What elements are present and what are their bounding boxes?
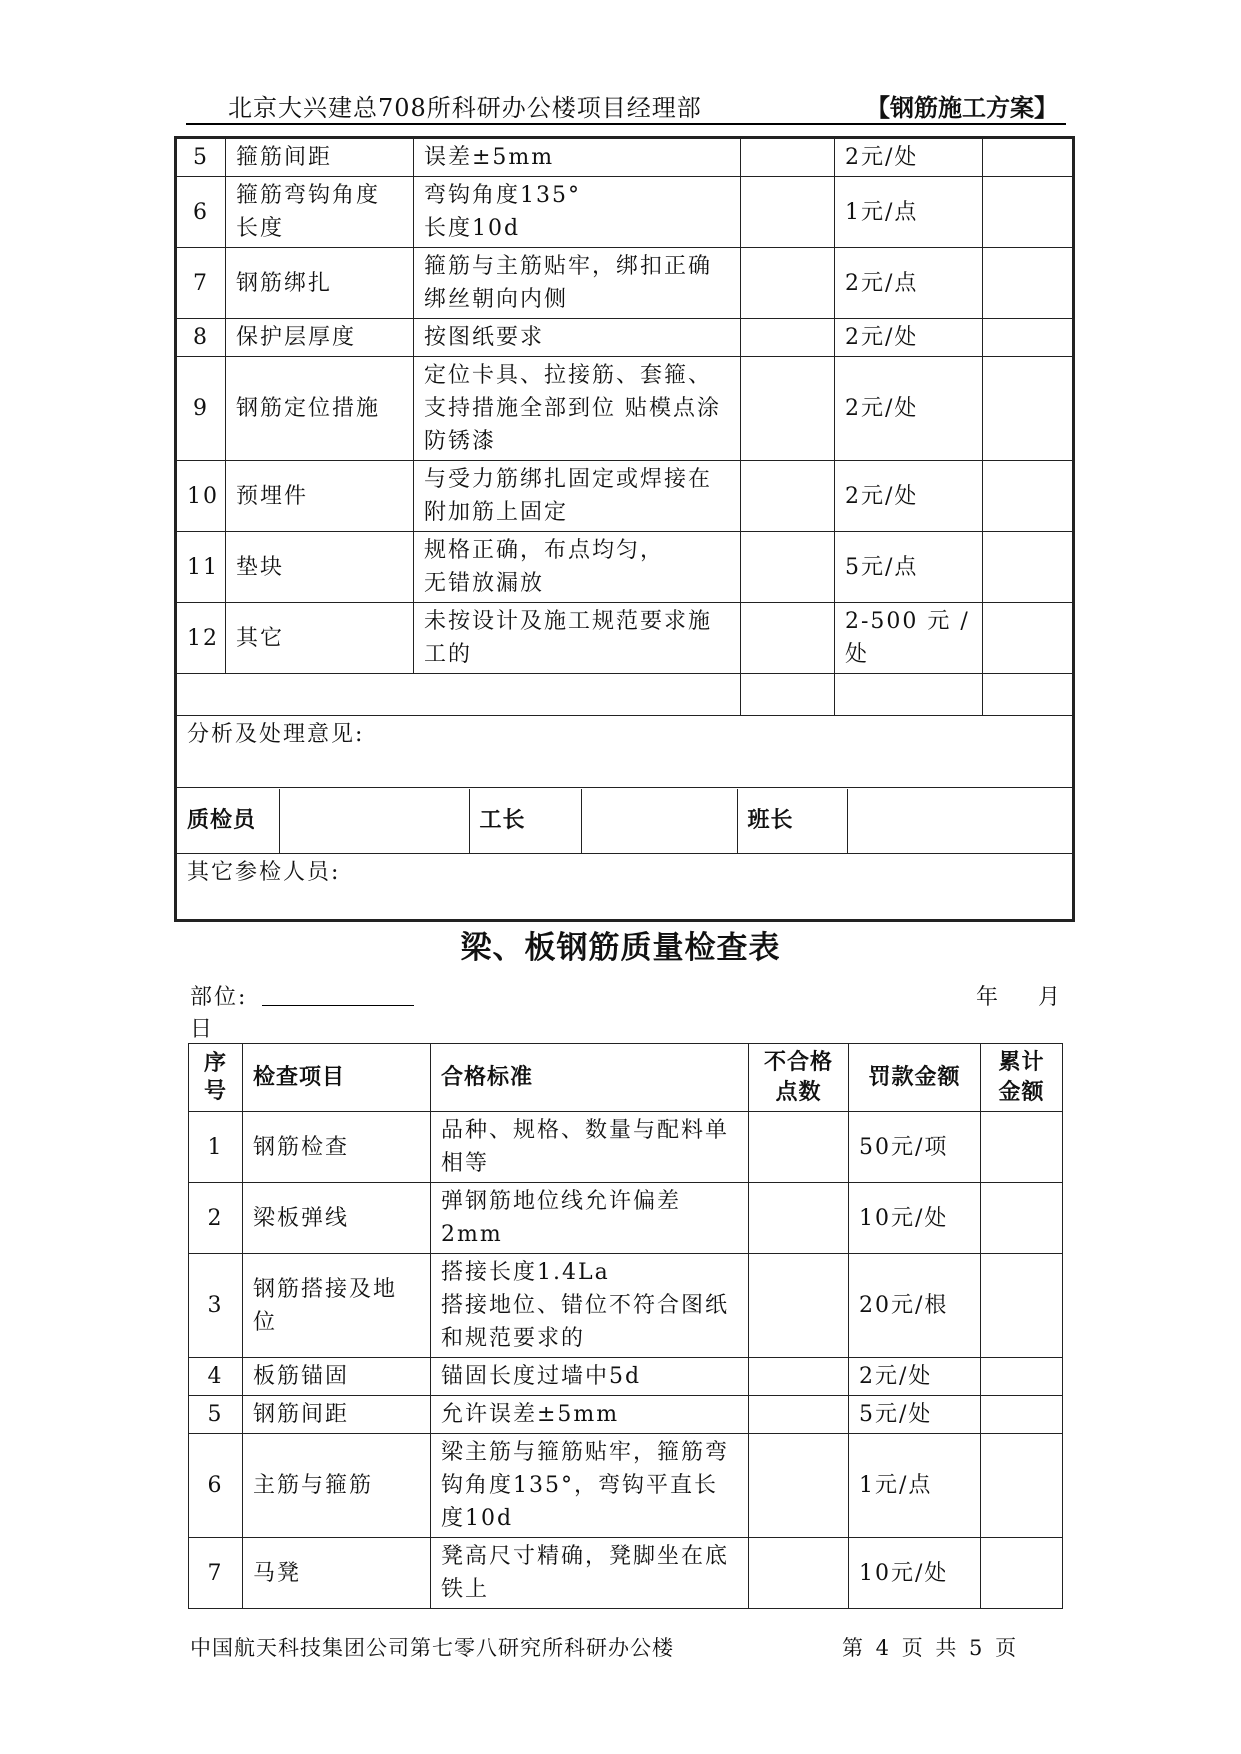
total-amount-cell[interactable] xyxy=(981,1434,1063,1538)
year-label: 年 xyxy=(976,985,999,1010)
pass-standard: 定位卡具、拉接筋、套箍、支持措施全部到位 贴模点涂防锈漆 xyxy=(414,357,741,461)
fine-amount: 50元/项 xyxy=(849,1112,981,1183)
pass-standard: 误差±5mm xyxy=(414,139,741,177)
empty-cell xyxy=(835,674,983,716)
table-row xyxy=(177,139,1073,177)
footer-page-number: 第 4 页 共 5 页 xyxy=(842,1636,1017,1660)
pass-standard: 锚固长度过墙中5d xyxy=(431,1358,749,1396)
check-item: 预埋件 xyxy=(226,461,414,532)
check-item: 垫块 xyxy=(226,532,414,603)
month-label: 月 xyxy=(1038,985,1061,1010)
team-leader-label: 班长 xyxy=(737,789,847,853)
fail-count-cell[interactable] xyxy=(741,461,835,532)
fail-count-cell[interactable] xyxy=(749,1434,849,1538)
day-label: 日 xyxy=(190,1017,213,1042)
header-document-title: 【钢筋施工方案】 xyxy=(866,93,1058,122)
row-number: 2 xyxy=(189,1183,243,1254)
total-amount-cell[interactable] xyxy=(983,177,1073,248)
table-row xyxy=(177,177,1073,248)
table-row xyxy=(177,319,1073,357)
fail-count-cell[interactable] xyxy=(749,1183,849,1254)
pass-standard: 品种、规格、数量与配料单相等 xyxy=(431,1112,749,1183)
fine-amount: 10元/处 xyxy=(849,1183,981,1254)
fail-count-cell[interactable] xyxy=(741,139,835,177)
check-item: 钢筋搭接及地位 xyxy=(243,1254,431,1358)
row-number: 5 xyxy=(189,1396,243,1434)
table-row xyxy=(177,357,1073,461)
total-amount-cell[interactable] xyxy=(981,1112,1063,1183)
row-number: 10 xyxy=(177,461,226,532)
total-amount-cell[interactable] xyxy=(983,603,1073,674)
table-row xyxy=(189,1112,1063,1183)
header-fail-count: 不合格点数 xyxy=(749,1044,849,1112)
row-number: 6 xyxy=(189,1434,243,1538)
table-row xyxy=(177,603,1073,674)
inspection-table-continued xyxy=(176,138,1073,920)
row-number: 7 xyxy=(177,248,226,319)
total-amount-cell[interactable] xyxy=(983,532,1073,603)
pass-standard: 允许误差±5mm xyxy=(431,1396,749,1434)
check-item: 箍筋间距 xyxy=(226,139,414,177)
others-row xyxy=(177,854,1073,920)
row-number: 11 xyxy=(177,532,226,603)
total-amount-cell[interactable] xyxy=(981,1183,1063,1254)
pass-standard: 规格正确，布点均匀， 无错放漏放 xyxy=(414,532,741,603)
table-row xyxy=(189,1434,1063,1538)
check-item: 钢筋间距 xyxy=(243,1396,431,1434)
fail-count-cell[interactable] xyxy=(749,1396,849,1434)
signature-table xyxy=(177,789,1072,853)
row-number: 7 xyxy=(189,1538,243,1609)
header-no: 序号 xyxy=(189,1044,243,1112)
fail-count-cell[interactable] xyxy=(741,357,835,461)
fail-count-cell[interactable] xyxy=(741,248,835,319)
check-item: 其它 xyxy=(226,603,414,674)
total-amount-cell[interactable] xyxy=(983,357,1073,461)
pass-standard: 未按设计及施工规范要求施工的 xyxy=(414,603,741,674)
fine-amount: 10元/处 xyxy=(849,1538,981,1609)
section-title: 梁、板钢筋质量检查表 xyxy=(460,930,781,966)
fine-amount: 2元/处 xyxy=(849,1358,981,1396)
fail-count-cell[interactable] xyxy=(749,1358,849,1396)
pass-standard: 弯钩角度135° 长度10d xyxy=(414,177,741,248)
check-item: 钢筋绑扎 xyxy=(226,248,414,319)
team-leader-signature-field[interactable] xyxy=(847,789,1072,853)
check-item: 梁板弹线 xyxy=(243,1183,431,1254)
check-item: 板筋锚固 xyxy=(243,1358,431,1396)
fine-amount: 20元/根 xyxy=(849,1254,981,1358)
row-number: 3 xyxy=(189,1254,243,1358)
fail-count-cell[interactable] xyxy=(749,1112,849,1183)
pass-standard: 梁主筋与箍筋贴牢，箍筋弯钩角度135°，弯钩平直长度10d xyxy=(431,1434,749,1538)
foreman-signature-field[interactable] xyxy=(581,789,737,853)
header-fine: 罚款金额 xyxy=(849,1044,981,1112)
signature-row xyxy=(177,788,1073,854)
fine-amount: 1元/点 xyxy=(849,1434,981,1538)
total-amount-cell[interactable] xyxy=(981,1538,1063,1609)
empty-row xyxy=(177,674,1073,716)
table-row xyxy=(177,248,1073,319)
table-row xyxy=(177,461,1073,532)
check-item: 马凳 xyxy=(243,1538,431,1609)
row-number: 5 xyxy=(177,139,226,177)
empty-cell xyxy=(177,674,741,716)
analysis-row xyxy=(177,716,1073,788)
fine-amount: 2元/点 xyxy=(835,248,983,319)
pass-standard: 弹钢筋地位线允许偏差2mm xyxy=(431,1183,749,1254)
inspector-signature-field[interactable] xyxy=(279,789,469,853)
total-amount-cell[interactable] xyxy=(983,248,1073,319)
table-row xyxy=(177,532,1073,603)
check-item: 箍筋弯钩角度长度 xyxy=(226,177,414,248)
pass-standard: 箍筋与主筋贴牢，绑扣正确绑丝朝向内侧 xyxy=(414,248,741,319)
footer-organization: 中国航天科技集团公司第七零八研究所科研办公楼 xyxy=(190,1636,674,1660)
pass-standard: 搭接长度1.4La 搭接地位、错位不符合图纸和规范要求的 xyxy=(431,1254,749,1358)
table-row xyxy=(189,1183,1063,1254)
table-row xyxy=(189,1538,1063,1609)
header-item: 检查项目 xyxy=(243,1044,431,1112)
fail-count-cell[interactable] xyxy=(741,177,835,248)
fail-count-cell[interactable] xyxy=(741,532,835,603)
total-amount-cell[interactable] xyxy=(983,139,1073,177)
pass-standard: 按图纸要求 xyxy=(414,319,741,357)
row-number: 8 xyxy=(177,319,226,357)
total-amount-cell[interactable] xyxy=(983,319,1073,357)
row-number: 9 xyxy=(177,357,226,461)
row-number: 1 xyxy=(189,1112,243,1183)
analysis-label: 分析及处理意见: xyxy=(177,716,1073,788)
fine-amount: 2-500 元 /处 xyxy=(835,603,983,674)
header-project-name: 北京大兴建总708所科研办公楼项目经理部 xyxy=(228,94,702,122)
total-amount-cell[interactable] xyxy=(981,1396,1063,1434)
fine-amount: 1元/点 xyxy=(835,177,983,248)
inspection-table-body xyxy=(177,139,1073,674)
fail-count-cell[interactable] xyxy=(741,319,835,357)
foreman-label: 工长 xyxy=(469,789,581,853)
check-item: 主筋与箍筋 xyxy=(243,1434,431,1538)
empty-cell xyxy=(741,674,835,716)
row-number: 4 xyxy=(189,1358,243,1396)
check-item: 保护层厚度 xyxy=(226,319,414,357)
table-row xyxy=(189,1254,1063,1358)
fail-count-cell[interactable] xyxy=(749,1538,849,1609)
fail-count-cell[interactable] xyxy=(749,1254,849,1358)
check-item: 钢筋定位措施 xyxy=(226,357,414,461)
row-number: 6 xyxy=(177,177,226,248)
beam-slab-table-body xyxy=(189,1112,1063,1609)
pass-standard: 凳高尺寸精确，凳脚坐在底铁上 xyxy=(431,1538,749,1609)
inspector-label: 质检员 xyxy=(177,789,279,853)
table-header-row xyxy=(189,1044,1063,1112)
fine-amount: 2元/处 xyxy=(835,357,983,461)
table-row xyxy=(189,1358,1063,1396)
table-row xyxy=(189,1396,1063,1434)
fine-amount: 5元/点 xyxy=(835,532,983,603)
others-label: 其它参检人员: xyxy=(177,854,1073,920)
row-number: 12 xyxy=(177,603,226,674)
beam-slab-inspection-table xyxy=(188,1043,1063,1609)
fail-count-cell[interactable] xyxy=(741,603,835,674)
header-divider xyxy=(186,123,1066,125)
header-total: 累计金额 xyxy=(981,1044,1063,1112)
total-amount-cell[interactable] xyxy=(983,461,1073,532)
pass-standard: 与受力筋绑扎固定或焊接在附加筋上固定 xyxy=(414,461,741,532)
total-amount-cell[interactable] xyxy=(981,1358,1063,1396)
fine-amount: 2元/处 xyxy=(835,139,983,177)
empty-cell xyxy=(983,674,1073,716)
total-amount-cell[interactable] xyxy=(981,1254,1063,1358)
header-standard: 合格标准 xyxy=(431,1044,749,1112)
fine-amount: 2元/处 xyxy=(835,461,983,532)
fine-amount: 5元/处 xyxy=(849,1396,981,1434)
location-label: 部位: xyxy=(190,985,248,1010)
check-item: 钢筋检查 xyxy=(243,1112,431,1183)
location-blank-line[interactable] xyxy=(262,1005,414,1006)
fine-amount: 2元/处 xyxy=(835,319,983,357)
